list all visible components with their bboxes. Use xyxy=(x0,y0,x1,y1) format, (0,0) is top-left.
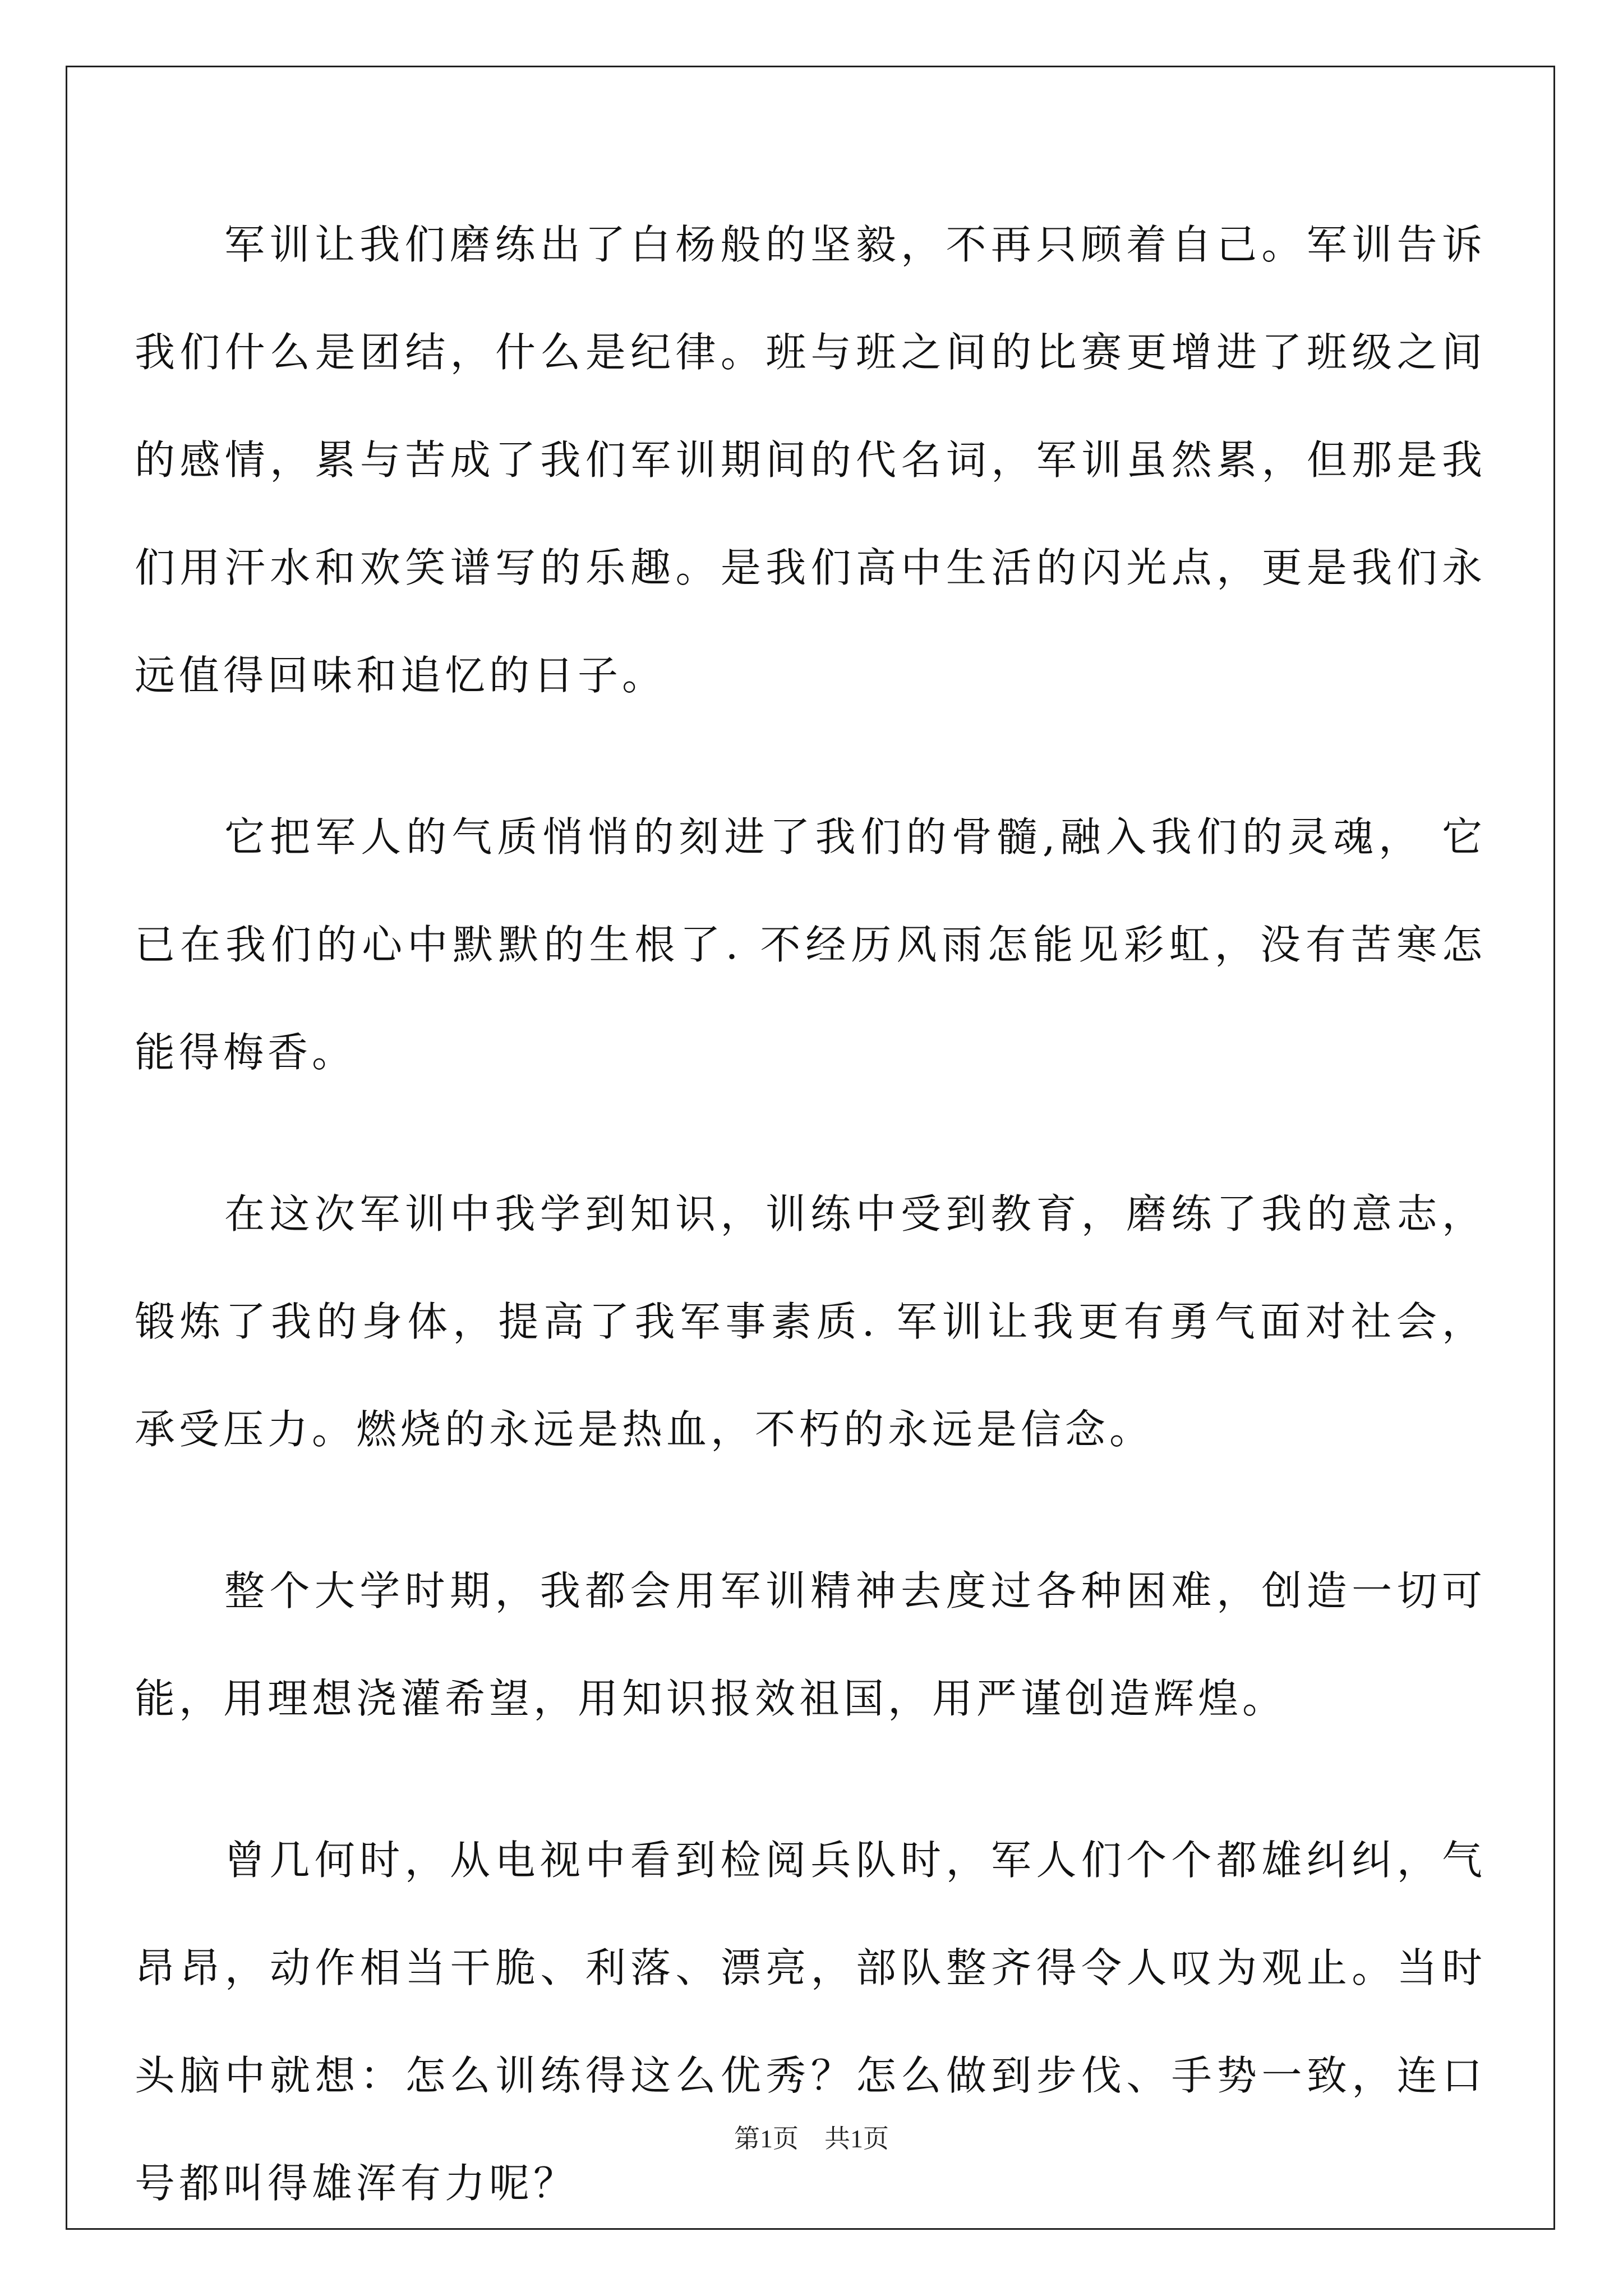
paragraph-5: 曾几何时，从电视中看到检阅兵队时，军人们个个都雄纠纠，气昂昂，动作相当干脆、利落、漂亮，部队整齐得令人叹为观止。当时头脑中就想：怎么训练得这么优秀？怎么做到步伐、手势一致，连口号都叫得雄浑有力呢？ xyxy=(135,1837,1486,2207)
paragraph-1: 军训让我们磨练出了白杨般的坚毅，不再只顾着自己。军训告诉我们什么是团结，什么是纪律。班与班之间的比赛更增进了班级之间的感情，累与苦成了我们军训期间的代名词，军训虽然累，但那是我们用汗水和欢笑谱写的乐趣。是我们高中生活的闪光点，更是我们永远值得回味和追忆的日子。 xyxy=(135,221,1486,699)
page-number-footer: 第1页 共1页 xyxy=(734,2124,889,2153)
paragraph-3: 在这次军训中我学到知识，训练中受到教育，磨练了我的意志，锻炼了我的身体，提高了我军事素质. 军训让我更有勇气面对社会，承受压力。燃烧的永远是热血，不朽的永远是信念。 xyxy=(135,1190,1486,1453)
paragraph-4: 整个大学时期，我都会用军训精神去度过各种困难，创造一切可能，用理想浇灌希望，用知识报效祖国，用严谨创造辉煌。 xyxy=(135,1567,1486,1722)
paragraph-2: 它把军人的气质悄悄的刻进了我们的骨髓,融入我们的灵魂， 它已在我们的心中默默的生根了. 不经历风雨怎能见彩虹，没有苦寒怎能得梅香。 xyxy=(135,813,1486,1076)
document-body xyxy=(135,191,1486,2291)
